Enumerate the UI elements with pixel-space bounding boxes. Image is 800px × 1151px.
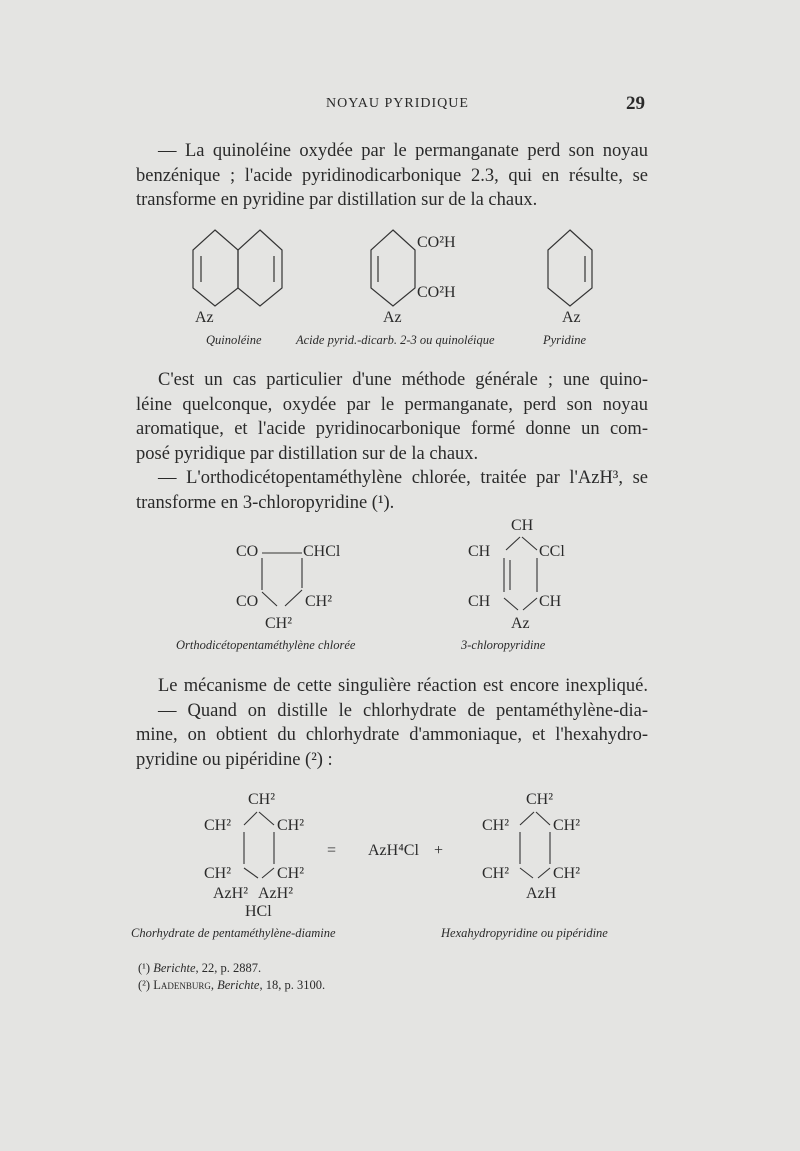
figure-pyridine-derivatives [0, 220, 800, 350]
figure-chloropyridine [0, 510, 800, 660]
acide-co2h-bottom: CO²H [417, 284, 456, 301]
text-line: transforme en pyridine par distillation sur de la chaux. [136, 190, 538, 210]
text-line: léine quelconque, oxydée par le permanganate, perd son noyau [136, 394, 648, 415]
text-line: posé pyridique par distillation sur de la chaux. [136, 443, 479, 464]
text-line: transforme en 3-chloropyridine (¹). [136, 492, 395, 513]
r-ch2-tr: CH² [553, 817, 581, 834]
text-line: C'est un cas particulier d'une méthode générale ; une quino- [158, 370, 648, 390]
acide-az: Az [383, 309, 402, 326]
page-header [0, 93, 800, 120]
l-azh2-right: AzH² [258, 885, 294, 902]
r-ch2-br: CH² [553, 865, 581, 882]
footnotes [138, 960, 325, 994]
footnote-rest: , 18, p. 3100. [259, 978, 326, 992]
caption-orthodicetone: Orthodicétopentaméthylène chlorée [176, 638, 356, 652]
paragraph-mechanism [136, 674, 648, 772]
footnote [138, 960, 325, 977]
text-line: Le mécanisme de cette singulière réaction est encore inexpliqué. [158, 676, 648, 696]
l-ch2-top: CH² [248, 791, 276, 808]
text-line: — L'orthodicétopentaméthylène chlorée, traitée par l'AzH³, se [158, 468, 648, 488]
left-co-top: CO [236, 543, 259, 560]
text-line: aromatique, et l'acide pyridinocarbonique formé donne un com- [136, 419, 648, 439]
caption-quinoleine: Quinoléine [206, 333, 262, 347]
paragraph-quinoleine-oxidation [136, 139, 648, 213]
acide-structure [371, 230, 415, 306]
l-hcl: HCl [245, 903, 272, 920]
left-ch2-right: CH² [305, 593, 333, 610]
right-ch-top: CH [511, 517, 534, 534]
footnote-ref: Berichte [153, 961, 196, 975]
l-azh2-left: AzH² [213, 885, 249, 902]
left-ch2-bottom: CH² [265, 615, 293, 632]
equals-sign: = [327, 842, 337, 859]
caption-piperidine: Hexahydropyridine ou pipéridine [441, 926, 608, 940]
page-number: 29 [626, 93, 645, 114]
r-ch2-tl: CH² [482, 817, 510, 834]
left-co-bottom: CO [236, 593, 259, 610]
quinoleine-structure [193, 230, 282, 306]
left-ring-bonds [262, 558, 302, 606]
l-ch2-tr: CH² [277, 817, 305, 834]
ammonium-chloride: AzH⁴Cl [368, 842, 419, 859]
footnote-rest: , 22, p. 2887. [195, 961, 262, 975]
pyridine-az: Az [562, 309, 581, 326]
r-ch2-bl: CH² [482, 865, 510, 882]
footnote [138, 977, 325, 994]
figure-piperidine-reaction [0, 780, 800, 950]
footnote-ref: Berichte [217, 978, 260, 992]
quinoleine-az: Az [195, 309, 214, 326]
right-ring-bonds [504, 537, 537, 610]
text-line: — La quinoléine oxydée par le permanganate perd son noyau [158, 141, 648, 161]
text-line: pyridine ou pipéridine (²) : [136, 749, 333, 770]
right-ch-left: CH [468, 543, 491, 560]
r-azh: AzH [526, 885, 557, 902]
acide-co2h-top: CO²H [417, 234, 456, 251]
footnote-author: Ladenburg, [153, 978, 218, 992]
right-ccl: CCl [539, 543, 565, 560]
paragraph-general-method [136, 368, 648, 515]
l-ch2-br: CH² [277, 865, 305, 882]
caption-acide: Acide pyrid.-dicarb. 2-3 ou quinoléique [296, 333, 495, 347]
pyridine-structure [548, 230, 592, 306]
running-head: NOYAU PYRIDIQUE [326, 96, 469, 111]
text-line: mine, on obtient du chlorhydrate d'ammoniaque, et l'hexahydro- [136, 725, 648, 745]
footnote-mark: (¹) [138, 961, 151, 975]
caption-chlorhydrate: Chorhydrate de pentaméthylène-diamine [131, 926, 336, 940]
caption-chloropyridine: 3-chloropyridine [461, 638, 546, 652]
right-ch-br: CH [539, 593, 562, 610]
l-ch2-tl: CH² [204, 817, 232, 834]
left-hexagon-bonds [244, 812, 274, 878]
right-ch-bl: CH [468, 593, 491, 610]
text-line: — Quand on distille le chlorhydrate de pentaméthylène-dia- [158, 700, 648, 721]
footnote-mark: (²) [138, 978, 151, 992]
l-ch2-bl: CH² [204, 865, 232, 882]
text-line: benzénique ; l'acide pyridinodicarbonique 2.3, qui en résulte, se [136, 165, 648, 186]
r-ch2-top: CH² [526, 791, 554, 808]
plus-sign: + [434, 842, 444, 859]
right-hexagon-bonds [520, 812, 550, 878]
caption-pyridine: Pyridine [543, 333, 587, 347]
right-az: Az [511, 615, 530, 632]
left-chcl: CHCl [303, 543, 341, 560]
